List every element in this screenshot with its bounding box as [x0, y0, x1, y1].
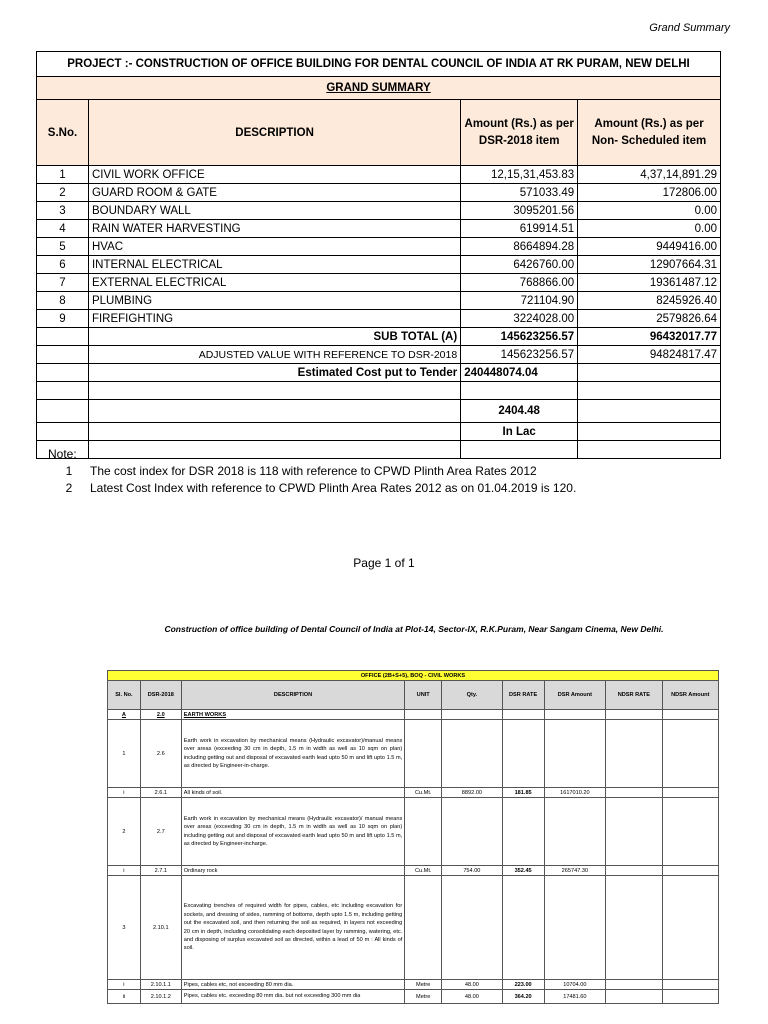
boq-dsr-code: 2.7 — [140, 798, 181, 866]
boq-dsr-rate — [502, 876, 544, 980]
boq-unit — [405, 710, 442, 720]
boq-description: Earth work in excavation by mechanical means (Hydraulic excavator)/ manual means over areas (exceeding 30 cm in depth, 1.5 m in width as well as 10 sqm on plan) including getting out and disposal of excavated earth lead upto 50 m and lift upto 1.5 m, as directed by Engineer-incharge. — [181, 798, 404, 866]
summary-row — [37, 166, 721, 184]
boq-qty — [442, 710, 502, 720]
boq-description: Ordinary rock — [181, 866, 404, 876]
summary-dsr-amount: 619914.51 — [461, 220, 578, 238]
summary-desc: INTERNAL ELECTRICAL — [88, 256, 460, 274]
boq-sl-no: i — [108, 866, 141, 876]
boq-col-header: NDSR RATE — [606, 681, 662, 710]
summary-dsr-amount: 8664894.28 — [461, 238, 578, 256]
summary-nds-amount: 0.00 — [578, 202, 721, 220]
summary-nds-amount: 172806.00 — [578, 184, 721, 202]
boq-dsr-amount — [544, 710, 606, 720]
boq-dsr-code: 2.10.1.1 — [140, 980, 181, 990]
boq-unit: Metre — [405, 990, 442, 1004]
boq-dsr-code: 2.7.1 — [140, 866, 181, 876]
boq-dsr-amount: 1617010.20 — [544, 788, 606, 798]
summary-desc: BOUNDARY WALL — [88, 202, 460, 220]
summary-desc: HVAC — [88, 238, 460, 256]
boq-description: Pipes, cables etc, not exceeding 80 mm dia. — [181, 980, 404, 990]
summary-sno: 4 — [37, 220, 89, 238]
summary-desc: PLUMBING — [88, 292, 460, 310]
summary-row — [37, 238, 721, 256]
boq-row — [108, 710, 719, 720]
adjusted-label: ADJUSTED VALUE WITH REFERENCE TO DSR-2018 — [88, 346, 460, 364]
subtotal-nds: 96432017.77 — [578, 328, 721, 346]
subtotal-label: SUB TOTAL (A) — [88, 328, 460, 346]
summary-dsr-amount: 768866.00 — [461, 274, 578, 292]
summary-sno: 7 — [37, 274, 89, 292]
boq-dsr-rate: 181.85 — [502, 788, 544, 798]
boq-ndsr-amount — [662, 980, 719, 990]
summary-dsr-amount: 3095201.56 — [461, 202, 578, 220]
summary-dsr-amount: 3224028.00 — [461, 310, 578, 328]
grand-summary-table — [36, 51, 721, 459]
col-sno-header: S.No. — [37, 100, 89, 166]
summary-nds-amount: 19361487.12 — [578, 274, 721, 292]
summary-dsr-amount: 721104.90 — [461, 292, 578, 310]
summary-sno: 9 — [37, 310, 89, 328]
boq-qty — [442, 876, 502, 980]
boq-unit — [405, 720, 442, 788]
boq-row — [108, 866, 719, 876]
boq-ndsr-rate — [606, 720, 662, 788]
notes-title: Note: — [48, 447, 77, 461]
boq-qty — [442, 720, 502, 788]
boq-sl-no: i — [108, 788, 141, 798]
summary-dsr-amount: 571033.49 — [461, 184, 578, 202]
boq-dsr-code: 2.0 — [140, 710, 181, 720]
boq-sl-no: ii — [108, 990, 141, 1004]
boq-col-header: DSR RATE — [502, 681, 544, 710]
boq-ndsr-amount — [662, 788, 719, 798]
boq-dsr-amount: 265747.30 — [544, 866, 606, 876]
page-number: Page 1 of 1 — [353, 556, 415, 570]
estimated-label: Estimated Cost put to Tender — [88, 364, 460, 382]
summary-dsr-amount: 6426760.00 — [461, 256, 578, 274]
note-number: 2 — [65, 481, 73, 495]
summary-nds-amount: 12907664.31 — [578, 256, 721, 274]
summary-row — [37, 202, 721, 220]
boq-ndsr-rate — [606, 710, 662, 720]
boq-sl-no: A — [108, 710, 141, 720]
summary-sno: 6 — [37, 256, 89, 274]
boq-description: All kinds of soil. — [181, 788, 404, 798]
boq-ndsr-amount — [662, 990, 719, 1004]
boq-dsr-code: 2.6.1 — [140, 788, 181, 798]
estimated-dsr: 240448074.04 — [461, 364, 578, 382]
boq-row — [108, 798, 719, 866]
boq-col-header: Qty. — [442, 681, 502, 710]
boq-ndsr-rate — [606, 980, 662, 990]
boq-ndsr-rate — [606, 866, 662, 876]
summary-row — [37, 256, 721, 274]
boq-dsr-rate — [502, 710, 544, 720]
boq-description: Earth work in excavation by mechanical means (Hydraulic excavator)/manual means over areas (exceeding 30 cm in depth, 1.5 m in width as well as 10 sqm on plan) including getting out and disposal of excavated earth lead upto 50 m and lift upto 1.5 m, as directed by Engineer-in-charge. — [181, 720, 404, 788]
note-number: 1 — [65, 464, 73, 478]
boq-description: Excavating trenches of required width for pipes, cables, etc including excavation for sockets, and dressing of sides, ramming of bottoms, depth upto 1.5 m, including getting out the excavated soil, and then returning the soil as required, in layers not exceeding 20 cm in depth, including consolidating each deposited layer by ramming, watering, etc. and disposing of surplus excavated soil as directed, within a lead of 50 m : All kinds of soil. — [181, 876, 404, 980]
boq-col-header: UNIT — [405, 681, 442, 710]
boq-ndsr-amount — [662, 720, 719, 788]
lac-value: 2404.48 — [461, 400, 578, 423]
col-desc-header: DESCRIPTION — [88, 100, 460, 166]
boq-row — [108, 720, 719, 788]
boq-title: Construction of office building of Dental Council of India at Plot-14, Sector-IX, R.K.Puram, Near Sangam Cinema, New Delhi. — [164, 624, 664, 634]
adjusted-dsr: 145623256.57 — [461, 346, 578, 364]
boq-ndsr-rate — [606, 990, 662, 1004]
boq-row — [108, 876, 719, 980]
note-text: Latest Cost Index with reference to CPWD Plinth Area Rates 2012 as on 01.04.2019 is 120. — [90, 481, 577, 495]
summary-title: GRAND SUMMARY — [326, 82, 431, 94]
boq-dsr-code: 2.10.1.2 — [140, 990, 181, 1004]
boq-unit: Cu.Mt. — [405, 866, 442, 876]
boq-dsr-amount: 10704.00 — [544, 980, 606, 990]
adjusted-nds: 94824817.47 — [578, 346, 721, 364]
boq-dsr-rate: 364.20 — [502, 990, 544, 1004]
summary-sno: 1 — [37, 166, 89, 184]
boq-ndsr-amount — [662, 798, 719, 866]
summary-nds-amount: 9449416.00 — [578, 238, 721, 256]
summary-row — [37, 274, 721, 292]
boq-sl-no: 2 — [108, 798, 141, 866]
boq-dsr-rate: 223.00 — [502, 980, 544, 990]
boq-dsr-code: 2.6 — [140, 720, 181, 788]
summary-row — [37, 184, 721, 202]
lac-label: In Lac — [461, 423, 578, 441]
boq-ndsr-rate — [606, 788, 662, 798]
boq-ndsr-amount — [662, 866, 719, 876]
boq-ndsr-rate — [606, 876, 662, 980]
note-text: The cost index for DSR 2018 is 118 with reference to CPWD Plinth Area Rates 2012 — [90, 464, 537, 478]
boq-dsr-amount: 17481.60 — [544, 990, 606, 1004]
summary-nds-amount: 8245926.40 — [578, 292, 721, 310]
col-dsr-header: Amount (Rs.) as per DSR-2018 item — [461, 100, 578, 166]
boq-col-header: DSR Amount — [544, 681, 606, 710]
summary-nds-amount: 0.00 — [578, 220, 721, 238]
boq-sl-no: 1 — [108, 720, 141, 788]
summary-desc: CIVIL WORK OFFICE — [88, 166, 460, 184]
summary-sno: 2 — [37, 184, 89, 202]
boq-dsr-rate — [502, 798, 544, 866]
boq-unit: Cu.Mt. — [405, 788, 442, 798]
boq-qty: 48.00 — [442, 980, 502, 990]
boq-row — [108, 990, 719, 1004]
boq-qty: 48.00 — [442, 990, 502, 1004]
summary-desc: EXTERNAL ELECTRICAL — [88, 274, 460, 292]
summary-sno: 8 — [37, 292, 89, 310]
boq-description: Pipes, cables etc. exceeding 80 mm dia. but not exceeding 300 mm dia — [181, 990, 404, 1004]
summary-desc: GUARD ROOM & GATE — [88, 184, 460, 202]
boq-ndsr-amount — [662, 876, 719, 980]
boq-dsr-amount — [544, 720, 606, 788]
summary-row — [37, 292, 721, 310]
boq-col-header: Sl. No. — [108, 681, 141, 710]
boq-banner: OFFICE (2B+S+5), BOQ - CIVIL WORKS — [108, 671, 719, 681]
boq-unit: Metre — [405, 980, 442, 990]
boq-unit — [405, 876, 442, 980]
boq-row — [108, 788, 719, 798]
boq-dsr-rate: 352.45 — [502, 866, 544, 876]
boq-row — [108, 980, 719, 990]
boq-ndsr-amount — [662, 710, 719, 720]
summary-sno: 3 — [37, 202, 89, 220]
boq-dsr-rate — [502, 720, 544, 788]
summary-sno: 5 — [37, 238, 89, 256]
project-title: PROJECT :- CONSTRUCTION OF OFFICE BUILDING FOR DENTAL COUNCIL OF INDIA AT RK PURAM, NEW DELHI — [37, 52, 721, 77]
boq-description: EARTH WORKS — [181, 710, 404, 720]
summary-dsr-amount: 12,15,31,453.83 — [461, 166, 578, 184]
page-header-label: Grand Summary — [649, 22, 730, 34]
summary-nds-amount: 4,37,14,891.29 — [578, 166, 721, 184]
boq-table — [107, 670, 719, 1004]
summary-desc: RAIN WATER HARVESTING — [88, 220, 460, 238]
boq-sl-no: 3 — [108, 876, 141, 980]
col-nds-header: Amount (Rs.) as per Non- Scheduled item — [578, 100, 721, 166]
boq-dsr-code: 2.10.1 — [140, 876, 181, 980]
subtotal-dsr: 145623256.57 — [461, 328, 578, 346]
boq-qty: 8892.00 — [442, 788, 502, 798]
summary-row — [37, 310, 721, 328]
boq-dsr-amount — [544, 798, 606, 866]
summary-desc: FIREFIGHTING — [88, 310, 460, 328]
summary-nds-amount: 2579826.64 — [578, 310, 721, 328]
boq-unit — [405, 798, 442, 866]
boq-sl-no: i — [108, 980, 141, 990]
summary-row — [37, 220, 721, 238]
notes-section — [48, 446, 576, 497]
boq-col-header: DSR-2018 — [140, 681, 181, 710]
boq-qty — [442, 798, 502, 866]
boq-dsr-amount — [544, 876, 606, 980]
boq-col-header: DESCRIPTION — [181, 681, 404, 710]
boq-qty: 754.00 — [442, 866, 502, 876]
boq-ndsr-rate — [606, 798, 662, 866]
boq-col-header: NDSR Amount — [662, 681, 719, 710]
